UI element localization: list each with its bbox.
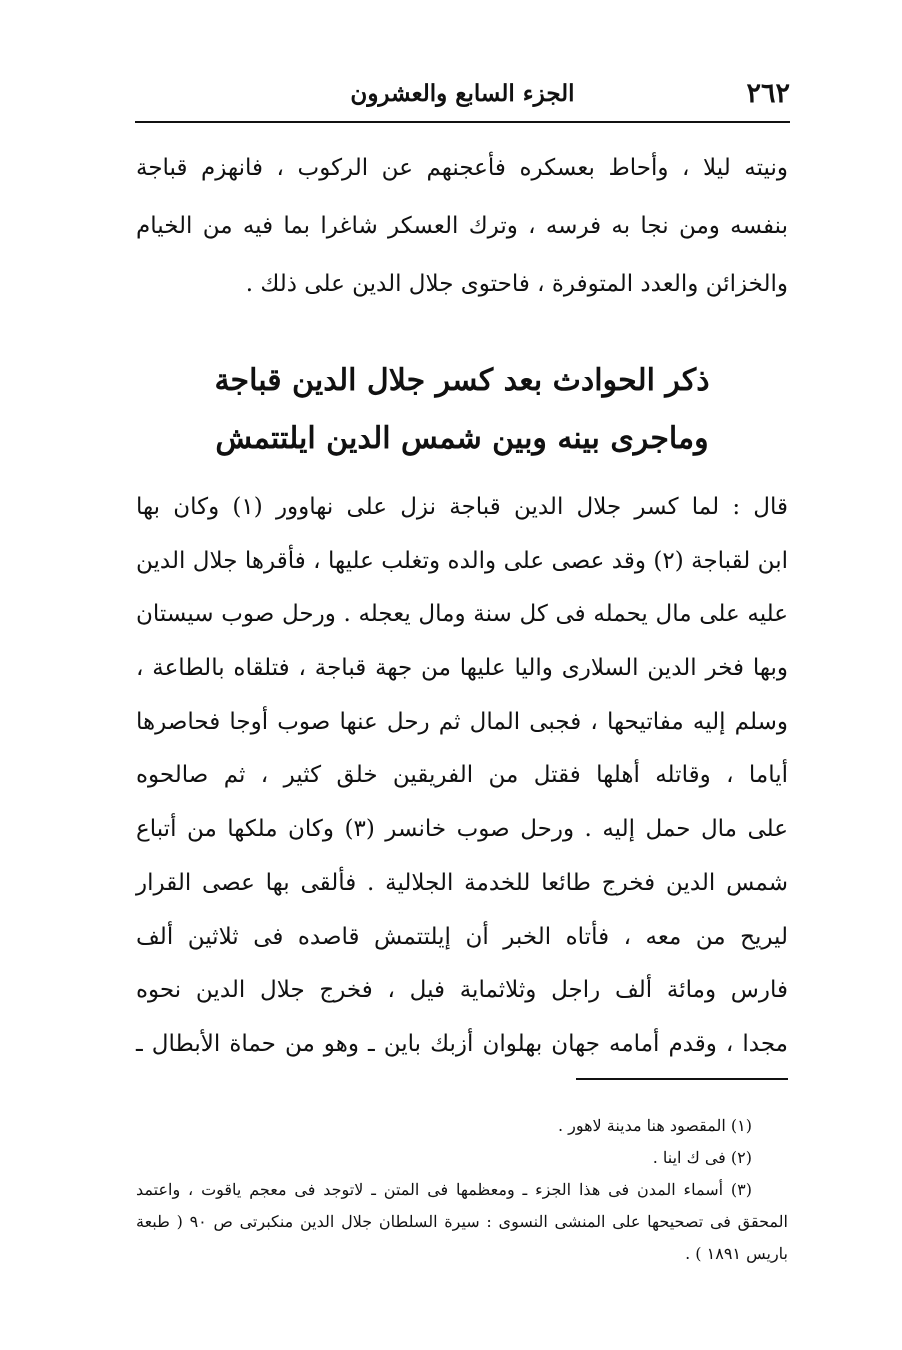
footnote-1: (١) المقصود هنا مدينة لاهور .	[557, 1116, 752, 1135]
text-line: على مال حمل إليه . ورحل صوب خانسر (٣) وكان ملكها من أتباع	[136, 816, 788, 843]
text-line: ابن لقباجة (٢) وقد عصى على والده وتغلب عليها ، فأقرها جلال الدين	[136, 547, 788, 574]
section-heading	[136, 352, 788, 468]
footnote-3-line-1: (٣) أسماء المدن فى هذا الجزء ـ ومعظمها فى المتن ـ لاتوجد فى معجم ياقوت ، واعتمد	[136, 1180, 752, 1199]
heading-line-2: وماجرى بينه وبين شمس الدين ايلتتمش	[215, 421, 709, 456]
text-line: وسلم إليه مفاتيحها ، فجبى المال ثم رحل عنها صوب أوجا فحاصرها	[136, 708, 788, 735]
text-line: فارس ومائة ألف راجل وثلاثماية فيل ، فخرج جلال الدين نحوه	[136, 977, 788, 1004]
footnote-3-line-2: المحقق فى تصحيحها على المنشى النسوى : سيرة السلطان جلال الدين منكبرتى ص ٩٠ ( طبعة	[136, 1212, 789, 1231]
text-line: عليه على مال يحمله فى كل سنة ومال يعجله . ورحل صوب سيستان	[136, 601, 788, 628]
text-line: شمس الدين فخرج طائعا للخدمة الجلالية . فألقى بها عصى القرار	[136, 869, 788, 896]
page-number: ٢٦٢	[746, 78, 790, 109]
text-line: أياما ، وقاتله أهلها فقتل من الفريقين خلق كثير ، ثم صالحوه	[136, 762, 788, 789]
footnote-3-line-3: باريس ١٨٩١ ) .	[685, 1244, 788, 1263]
footnotes	[136, 1110, 788, 1270]
running-title: الجزء السابع والعشرون	[350, 80, 575, 107]
text-line: والخزائن والعدد المتوفرة ، فاحتوى جلال الدين على ذلك .	[245, 271, 788, 297]
text-line: بنفسه ومن نجا به فرسه ، وترك العسكر شاغرا بما فيه من الخيام	[136, 213, 788, 239]
footnote-2: (٢) فى ك اينا .	[652, 1148, 752, 1167]
text-line: ليريح من معه ، فأتاه الخبر أن إيلتتمش قاصده فى ثلاثين ألف	[136, 923, 788, 950]
text-line: وبها فخر الدين السلارى واليا عليها من جهة قباجة ، فتلقاه بالطاعة ،	[136, 655, 788, 682]
text-line: ونيته ليلا ، وأحاط بعسكره فأعجنهم عن الركوب ، فانهزم قباجة	[136, 155, 788, 181]
page-header	[135, 78, 790, 118]
text-line: قال : لما كسر جلال الدين قباجة نزل على نهاوور (١) وكان بها	[136, 494, 789, 520]
footnote-rule	[576, 1078, 788, 1080]
header-rule	[135, 121, 790, 123]
text-line: مجدا ، وقدم أمامه جهان بهلوان أزبك باين ـ وهو من حماة الأبطال ـ	[136, 1030, 788, 1057]
body-paragraph	[136, 492, 788, 1083]
heading-line-1: ذكر الحوادث بعد كسر جلال الدين قباجة	[214, 363, 710, 398]
intro-paragraph	[136, 153, 788, 327]
